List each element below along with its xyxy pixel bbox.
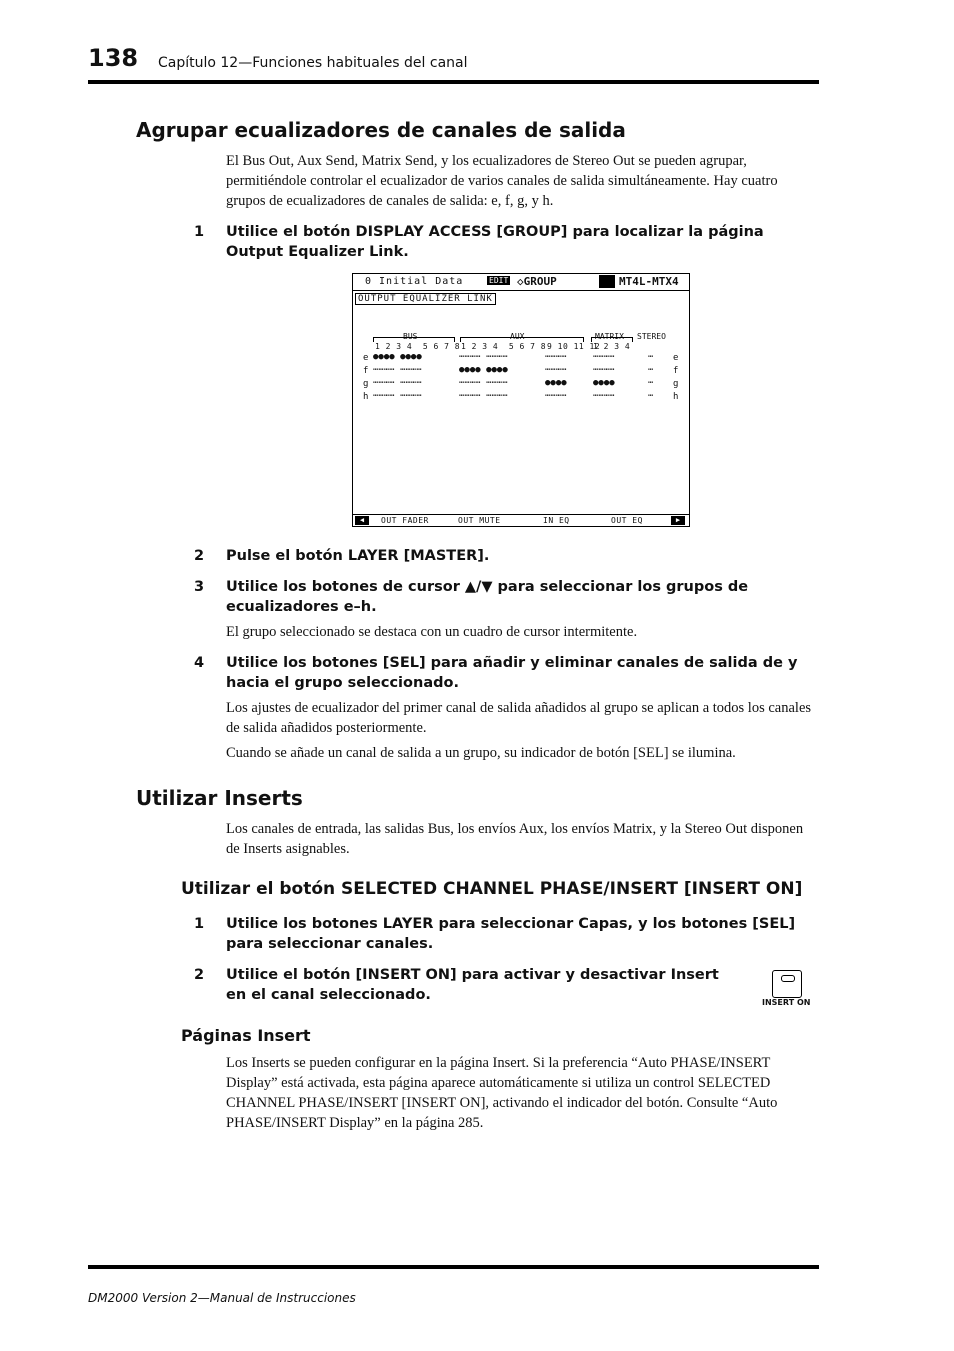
footer-rule — [88, 1265, 819, 1269]
step-number: 3 — [194, 579, 205, 595]
lcd-row-stereo[interactable]: ⋯ — [648, 352, 654, 362]
footer-text: DM2000 Version 2—Manual de Instrucciones — [88, 1291, 356, 1305]
lcd-channel-label: MT4L-MTX4 — [599, 275, 679, 288]
tab-out-fader[interactable]: OUT FADER — [381, 516, 429, 525]
insert-pages-text: Los Inserts se pueden configurar en la página Insert. Si la preferencia “Auto PHASE/INSERT Display” está activada, esta página aparece automáticamente si utiliza un control SELECTED CHANNEL PHASE/INSERT [INSERT ON], activando el indicador del botón. Consulte “Auto PHASE/INSERT Display” en la página 285. — [226, 1055, 778, 1131]
step-text: Utilice el botón DISPLAY ACCESS [GROUP] para localizar la página Output Equalizer Link. — [226, 224, 764, 260]
lcd-edit-badge: EDIT — [489, 276, 509, 285]
section-intro: Los canales de entrada, las salidas Bus, los envíos Aux, los envíos Matrix, y la Stereo Out disponen de Inserts asignables. — [226, 821, 804, 857]
lcd-row-aux[interactable]: ⋯⋯⋯⋯ ⋯⋯⋯⋯ — [459, 391, 508, 401]
step-text: Utilice los botones LAYER para seleccionar Capas, y los botones [SEL] para seleccionar canales. — [226, 916, 796, 952]
lcd-row-matrix[interactable]: ⋯⋯⋯⋯ — [593, 352, 615, 362]
lcd-screen — [352, 273, 690, 527]
chapter-title: Capítulo 12—Funciones habituales del canal — [158, 55, 468, 71]
lcd-page-title: OUTPUT EQUALIZER LINK — [355, 293, 496, 305]
lcd-row-matrix[interactable]: ●●●● — [593, 378, 615, 388]
lcd-row-aux2[interactable]: ●●●● — [545, 378, 567, 388]
step-4-note-2: Cuando se añade un canal de salida a un grupo, su indicador de botón [SEL] se ilumina. — [226, 745, 736, 761]
lcd-group-bus: BUS — [403, 332, 418, 341]
lcd-row-aux[interactable]: ⋯⋯⋯⋯ ⋯⋯⋯⋯ — [459, 352, 508, 362]
step-3-note: El grupo seleccionado se destaca con un cuadro de cursor intermitente. — [226, 624, 638, 640]
section-intro: El Bus Out, Aux Send, Matrix Send, y los ecualizadores de Stereo Out se pueden agrupar, permitiéndole controlar el ecualizador de varios canales de salida simultáneamente. Hay cuatro grupos de ecualizadores de canales de salida: e, f, g, y h. — [226, 153, 778, 209]
lcd-row-stereo[interactable]: ⋯ — [648, 378, 654, 388]
section-title-inserts: Utilizar Inserts — [136, 786, 303, 810]
lcd-row-aux[interactable]: ●●●● ●●●● — [459, 365, 508, 375]
lcd-row-letter: h — [363, 392, 369, 402]
header-rule — [88, 80, 819, 84]
subsection-title: Utilizar el botón SELECTED CHANNEL PHASE/INSERT [INSERT ON] — [181, 879, 803, 899]
lcd-row-letter: g — [363, 379, 369, 389]
lcd-header — [353, 274, 689, 291]
lcd-aux-numbers: 1 2 3 4 5 6 7 8 — [461, 342, 547, 351]
tab-in-eq[interactable]: IN EQ — [543, 516, 570, 525]
lcd-bus-numbers: 1 2 3 4 5 6 7 8 — [375, 342, 461, 351]
step-number: 1 — [194, 224, 205, 240]
step-number: 4 — [194, 655, 205, 671]
lcd-row-letter: f — [363, 366, 369, 376]
lcd-row-aux2[interactable]: ⋯⋯⋯⋯ — [545, 365, 567, 375]
lcd-row-letter-right: f — [673, 366, 679, 376]
step-text: Utilice los botones [SEL] para añadir y eliminar canales de salida de y hacia el grupo seleccionado. — [226, 655, 798, 691]
lcd-matrix-numbers: 1 2 3 4 — [593, 342, 631, 351]
lcd-row-bus[interactable]: ⋯⋯⋯⋯ ⋯⋯⋯⋯ — [373, 365, 422, 375]
lcd-group-aux: AUX — [510, 332, 525, 341]
page-number: 138 — [88, 44, 139, 72]
tab-prev-icon[interactable]: ◀ — [355, 516, 369, 525]
lcd-row-bus[interactable]: ⋯⋯⋯⋯ ⋯⋯⋯⋯ — [373, 391, 422, 401]
tab-next-icon[interactable]: ▶ — [671, 516, 685, 525]
step-text: Pulse el botón LAYER [MASTER]. — [226, 548, 490, 564]
lcd-group-label: ◇GROUP — [517, 275, 557, 288]
lcd-row-matrix[interactable]: ⋯⋯⋯⋯ — [593, 365, 615, 375]
lcd-row-stereo[interactable]: ⋯ — [648, 391, 654, 401]
lcd-row-stereo[interactable]: ⋯ — [648, 365, 654, 375]
step-number: 2 — [194, 548, 205, 564]
step-4-note-1: Los ajustes de ecualizador del primer canal de salida añadidos al grupo se aplican a todos los canales de salida añadidos posteriormente. — [226, 700, 812, 736]
step-text: Utilice el botón [INSERT ON] para activar y desactivar Insert en el canal seleccionado. — [226, 967, 719, 1003]
subsection-title-insert-pages: Páginas Insert — [181, 1026, 311, 1045]
lcd-tab-bar — [353, 514, 689, 527]
lcd-row-bus[interactable]: ⋯⋯⋯⋯ ⋯⋯⋯⋯ — [373, 378, 422, 388]
lcd-row-bus[interactable]: ●●●● ●●●● — [373, 352, 422, 362]
lcd-row-letter-right: e — [673, 353, 679, 363]
step-number: 1 — [194, 916, 205, 932]
insert-on-button-icon — [772, 970, 802, 998]
step-text: Utilice los botones de cursor ▲/▼ para seleccionar los grupos de ecualizadores e–h. — [226, 579, 749, 615]
lcd-row-aux[interactable]: ⋯⋯⋯⋯ ⋯⋯⋯⋯ — [459, 378, 508, 388]
insert-on-label: INSERT ON — [762, 998, 811, 1007]
lcd-group-matrix: MATRIX — [595, 332, 624, 341]
lcd-row-letter: e — [363, 353, 369, 363]
lcd-row-aux2[interactable]: ⋯⋯⋯⋯ — [545, 352, 567, 362]
lcd-row-letter-right: g — [673, 379, 679, 389]
tab-out-mute[interactable]: OUT MUTE — [458, 516, 501, 525]
lcd-row-letter-right: h — [673, 392, 679, 402]
section-title-eq-groups: Agrupar ecualizadores de canales de salida — [136, 118, 626, 142]
lcd-scene-label: 0 Initial Data — [365, 276, 464, 287]
tab-out-eq[interactable]: OUT EQ — [611, 516, 643, 525]
lcd-aux2-numbers: 9 10 11 12 — [547, 342, 601, 351]
lcd-row-aux2[interactable]: ⋯⋯⋯⋯ — [545, 391, 567, 401]
lcd-row-matrix[interactable]: ⋯⋯⋯⋯ — [593, 391, 615, 401]
step-number: 2 — [194, 967, 205, 983]
lcd-group-stereo: STEREO — [637, 332, 666, 341]
